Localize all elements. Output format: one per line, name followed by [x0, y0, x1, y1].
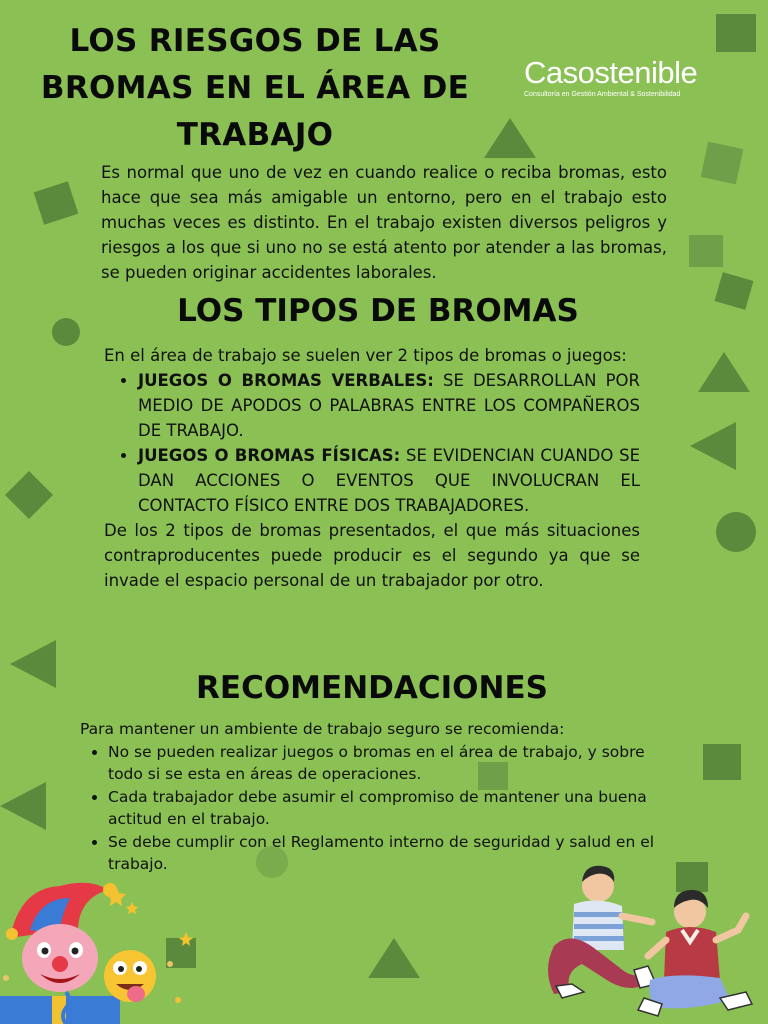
- recommendations-section: [80, 718, 670, 876]
- decor-square: [701, 142, 744, 185]
- list-item: • Se debe cumplir con el Reglamento interno de seguridad y salud en el trabajo.: [108, 831, 670, 876]
- type-text: SE DESARROLLAN POR MEDIO DE APODOS O PALABRAS ENTRE LOS COMPAÑEROS DE TRABAJO.: [138, 371, 640, 440]
- page-title: LOS RIESGOS DE LAS BROMAS EN EL ÁREA DE TRABAJO: [40, 23, 470, 153]
- type-label: JUEGOS O BROMAS FÍSICAS:: [138, 446, 401, 465]
- decor-square: [714, 272, 753, 310]
- intro-paragraph: Es normal que uno de vez en cuando realice o reciba bromas, esto hace que sea más amigable un entorno, pero en el trabajo esto muchas veces es distinto. En el trabajo existen diversos peligros y riesgos a los que si uno no se está atento por atender a las bromas, se pueden originar accidentes laborales.: [101, 163, 667, 282]
- decor-triangle: [690, 422, 736, 470]
- decor-square: [5, 471, 53, 519]
- types-conclusion: De los 2 tipos de bromas presentados, el que más situaciones contraproducentes puede producir es el segundo ya que se invade el espacio personal de un trabajador por otro.: [104, 521, 640, 590]
- jester-illustration: [0, 868, 200, 1024]
- recommendations-lead: Para mantener un ambiente de trabajo seguro se recomienda:: [80, 720, 565, 738]
- brand-logo: [524, 56, 744, 99]
- decor-square: [703, 744, 741, 780]
- recommendations-list: [80, 741, 670, 876]
- logo-name: Casostenible: [524, 55, 698, 90]
- decor-triangle: [698, 352, 750, 392]
- kids-illustration: [524, 860, 768, 1024]
- decor-square: [34, 181, 79, 224]
- decor-triangle: [10, 640, 56, 688]
- decor-circle: [52, 318, 80, 346]
- list-item: • No se pueden realizar juegos o bromas en el área de trabajo, y sobre todo si se esta en áreas de operaciones.: [108, 741, 670, 786]
- types-lead: En el área de trabajo se suelen ver 2 tipos de bromas o juegos:: [104, 346, 627, 365]
- list-item: [138, 368, 640, 443]
- logo-tagline: Consultoría en Gestión Ambiental & Sostenibilidad: [524, 91, 681, 98]
- decor-circle: [716, 512, 756, 552]
- type-label: JUEGOS O BROMAS VERBALES:: [138, 371, 434, 390]
- decor-square: [689, 235, 723, 267]
- decor-triangle: [368, 938, 420, 978]
- list-item: • Cada trabajador debe asumir el compromiso de mantener una buena actitud en el trabajo.: [108, 786, 670, 831]
- list-item: [138, 443, 640, 518]
- recommendations-heading: RECOMENDACIONES: [196, 670, 548, 706]
- types-section: [104, 343, 640, 593]
- decor-square: [716, 14, 756, 52]
- type-text: SE EVIDENCIAN CUANDO SE DAN ACCIONES O EVENTOS QUE INVOLUCRAN EL CONTACTO FÍSICO ENTRE DOS TRABAJADORES.: [138, 446, 640, 515]
- decor-triangle: [0, 782, 46, 830]
- types-list: [104, 368, 640, 518]
- types-heading: LOS TIPOS DE BROMAS: [177, 293, 579, 329]
